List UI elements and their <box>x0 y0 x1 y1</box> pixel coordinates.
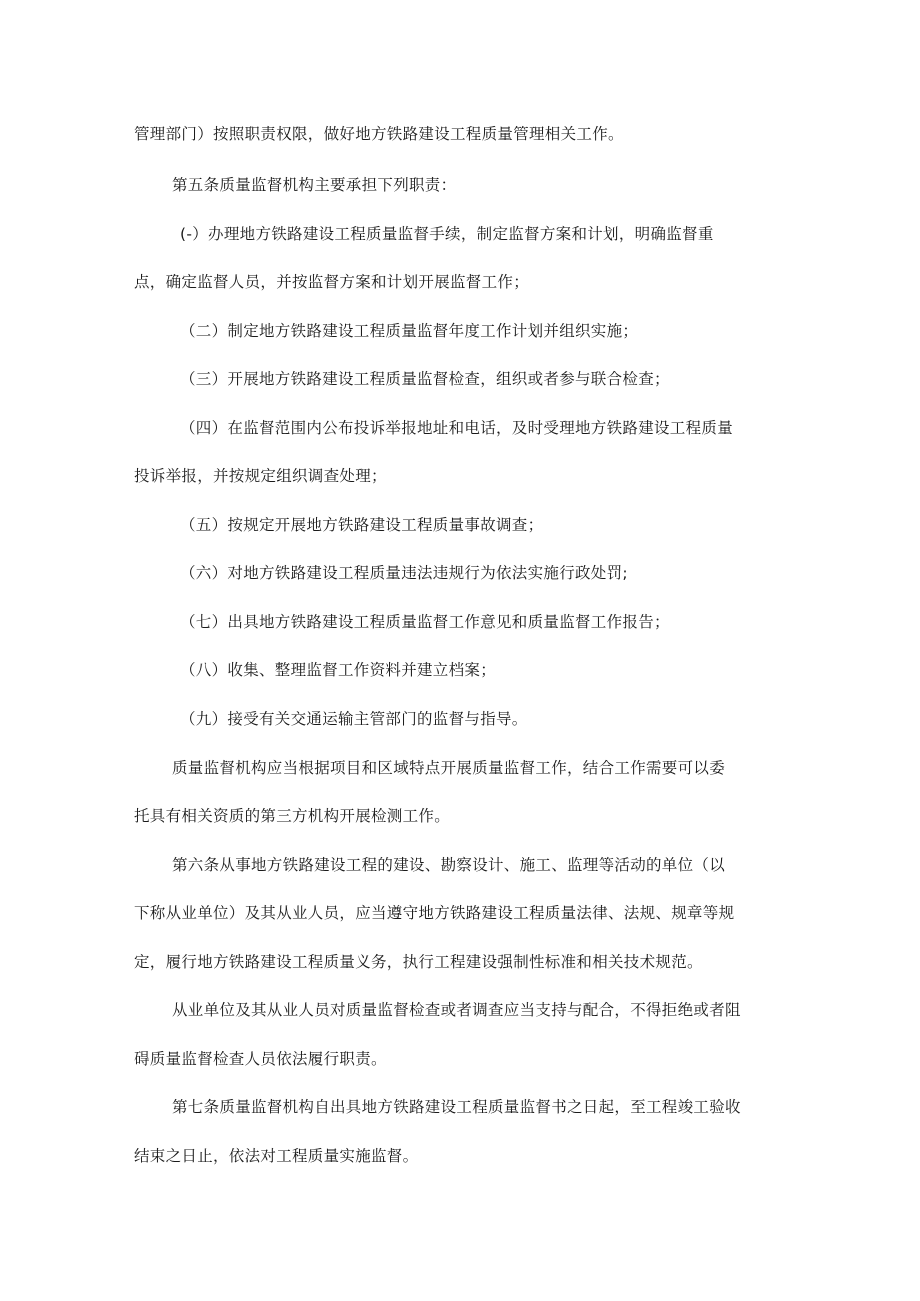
text-line: 投诉举报，并按规定组织调查处理； <box>134 467 387 485</box>
article-7-heading: 第七条质量监督机构自出具地方铁路建设工程质量监督书之日起，至工程竣工验收 <box>172 1098 741 1116</box>
article-5-heading: 第五条质量监督机构主要承担下列职责： <box>172 176 457 194</box>
text-line: 点，确定监督人员，并按监督方案和计划开展监督工作； <box>134 273 530 291</box>
list-item-9: （九）接受有关交通运输主管部门的监督与指导。 <box>180 710 528 728</box>
text-line: 托具有相关资质的第三方机构开展检测工作。 <box>134 807 451 825</box>
text-line: 碍质量监督检查人员依法履行职责。 <box>134 1050 387 1068</box>
list-item-6: （六）对地方铁路建设工程质量违法违规行为依法实施行政处罚; <box>180 564 628 582</box>
list-item-4: （四）在监督范围内公布投诉举报地址和电话，及时受理地方铁路建设工程质量 <box>180 419 734 437</box>
article-6-heading: 第六条从事地方铁路建设工程的建设、勘察设计、施工、监理等活动的单位（以 <box>172 856 726 874</box>
paragraph-line: 从业单位及其从业人员对质量监督检查或者调查应当支持与配合，不得拒绝或者阻 <box>172 1001 741 1019</box>
text-line: 定，履行地方铁路建设工程质量义务，执行工程建设强制性标准和相关技术规范。 <box>134 953 703 971</box>
list-item-8: （八）收集、整理监督工作资料并建立档案； <box>180 661 497 679</box>
text-line: 下称从业单位）及其从业人员，应当遵守地方铁路建设工程质量法律、法规、规章等规 <box>134 904 735 922</box>
list-item-1: (-）办理地方铁路建设工程质量监督手续，制定监督方案和计划，明确监督重 <box>180 225 714 243</box>
list-item-7: （七）出具地方铁路建设工程质量监督工作意见和质量监督工作报告； <box>180 613 670 631</box>
list-item-2: （二）制定地方铁路建设工程质量监督年度工作计划并组织实施； <box>180 322 639 340</box>
list-item-3: （三）开展地方铁路建设工程质量监督检查，组织或者参与联合检查； <box>180 370 670 388</box>
text-line: 结束之日止，依法对工程质量实施监督。 <box>134 1147 419 1165</box>
paragraph-line: 质量监督机构应当根据项目和区域特点开展质量监督工作，结合工作需要可以委 <box>172 759 726 777</box>
text-line: 管理部门）按照职责权限，做好地方铁路建设工程质量管理相关工作。 <box>134 125 624 143</box>
list-item-5: （五）按规定开展地方铁路建设工程质量事故调查； <box>180 516 544 534</box>
